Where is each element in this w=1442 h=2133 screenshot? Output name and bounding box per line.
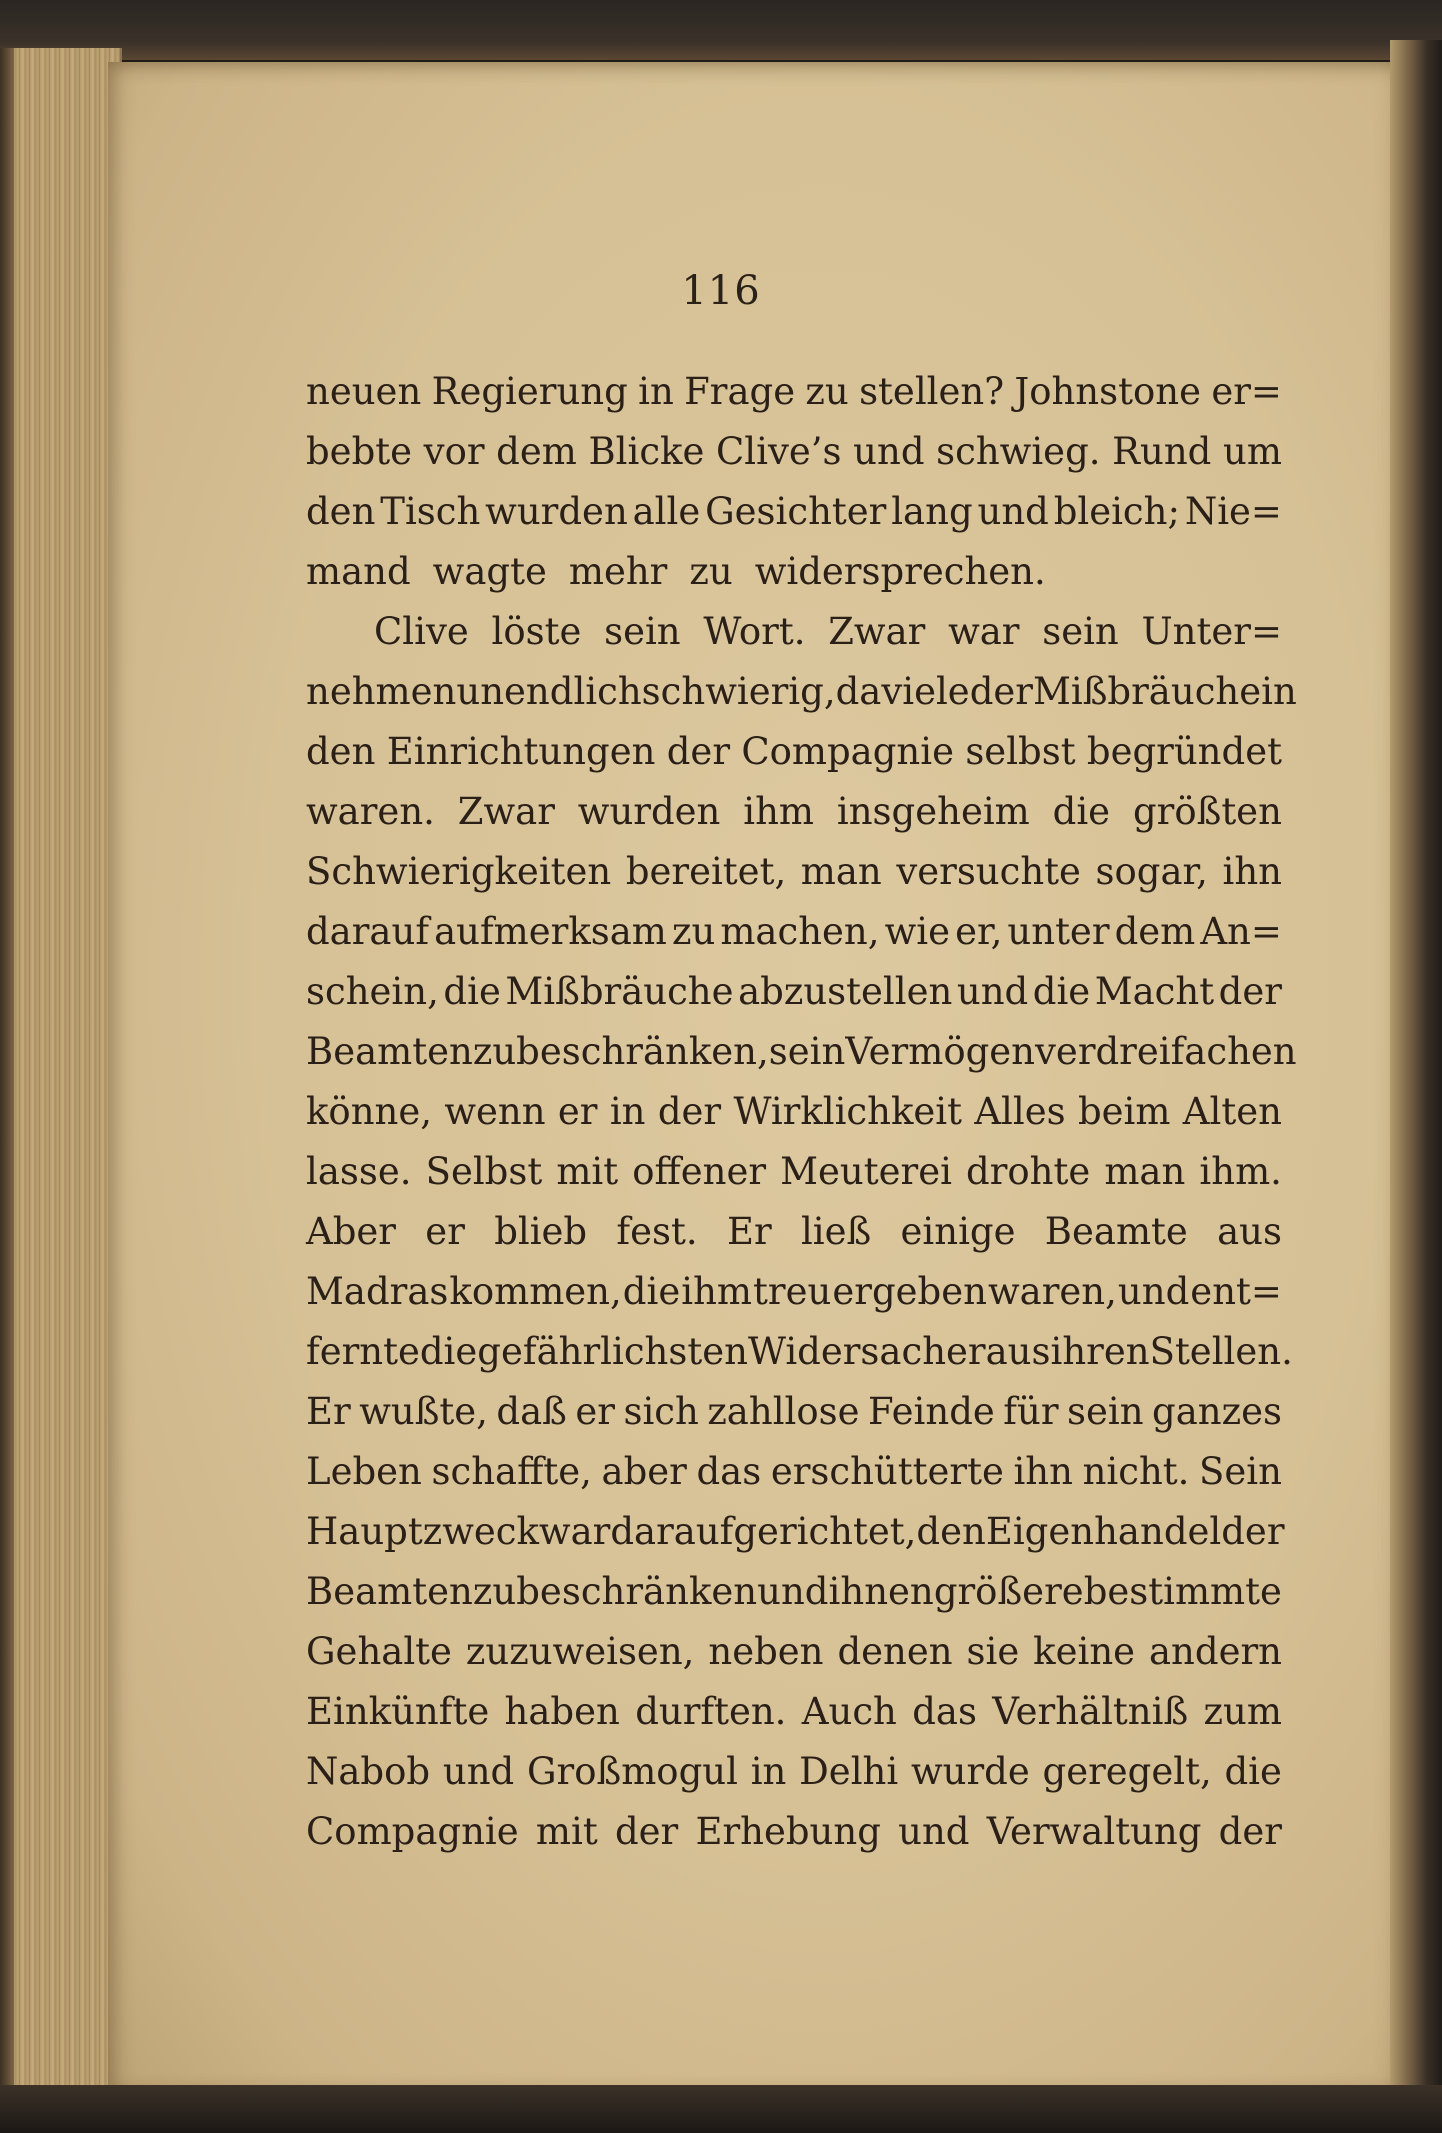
text-line: lasse. Selbst mit offener Meuterei drohte man ihm. — [306, 1150, 1282, 1193]
text-line: Beamten zu beschränken und ihnen größere bestimmte — [306, 1570, 1282, 1613]
text-line: Madras kommen, die ihm treu ergeben waren, und ent= — [306, 1270, 1282, 1313]
text-line: könne, wenn er in der Wirklichkeit Alles beim Alten — [306, 1090, 1282, 1133]
body-text — [306, 362, 1297, 1862]
text-line: fernte die gefährlichsten Widersacher aus ihren Stellen. — [306, 1330, 1293, 1373]
page-number: 116 — [681, 268, 761, 314]
page-stack-edge — [0, 48, 122, 2108]
text-line: Beamten zu beschränken, sein Vermögen verdreifachen — [306, 1030, 1297, 1073]
book-spine-gutter — [1390, 40, 1442, 2133]
text-line: darauf aufmerksam zu machen, wie er, unter dem An= — [306, 910, 1282, 953]
text-line: Compagnie mit der Erhebung und Verwaltung der — [306, 1810, 1282, 1853]
text-line: mand wagte mehr zu widersprechen. — [306, 550, 1046, 593]
text-line: Leben schaffte, aber das erschütterte ihn nicht. Sein — [306, 1450, 1282, 1493]
text-line: Gehalte zuzuweisen, neben denen sie keine andern — [306, 1630, 1282, 1673]
text-line: Schwierigkeiten bereitet, man versuchte sogar, ihn — [306, 850, 1282, 893]
text-line: waren. Zwar wurden ihm insgeheim die größten — [306, 790, 1282, 833]
text-line: Clive löste sein Wort. Zwar war sein Unter= — [374, 610, 1282, 653]
text-line: Er wußte, daß er sich zahllose Feinde für sein ganzes — [306, 1390, 1282, 1433]
book-top-edge — [0, 0, 1442, 60]
text-line: schein, die Mißbräuche abzustellen und die Macht der — [306, 970, 1282, 1013]
book-bottom-edge — [0, 2085, 1442, 2133]
text-line: neuen Regierung in Frage zu stellen? Johnstone er= — [306, 370, 1282, 413]
text-line: den Einrichtungen der Compagnie selbst begründet — [306, 730, 1282, 773]
text-line: nehmen unendlich schwierig, da viele der Mißbräuche in — [306, 670, 1297, 713]
text-line: den Tisch wurden alle Gesichter lang und bleich; Nie= — [306, 490, 1282, 533]
text-line: Nabob und Großmogul in Delhi wurde geregelt, die — [306, 1750, 1282, 1793]
text-line: bebte vor dem Blicke Clive’s und schwieg. Rund um — [306, 430, 1282, 473]
text-line: Aber er blieb fest. Er ließ einige Beamte aus — [306, 1210, 1282, 1253]
text-line: Hauptzweck war darauf gerichtet, den Eigenhandel der — [306, 1510, 1285, 1553]
text-line: Einkünfte haben durften. Auch das Verhältniß zum — [306, 1690, 1282, 1733]
